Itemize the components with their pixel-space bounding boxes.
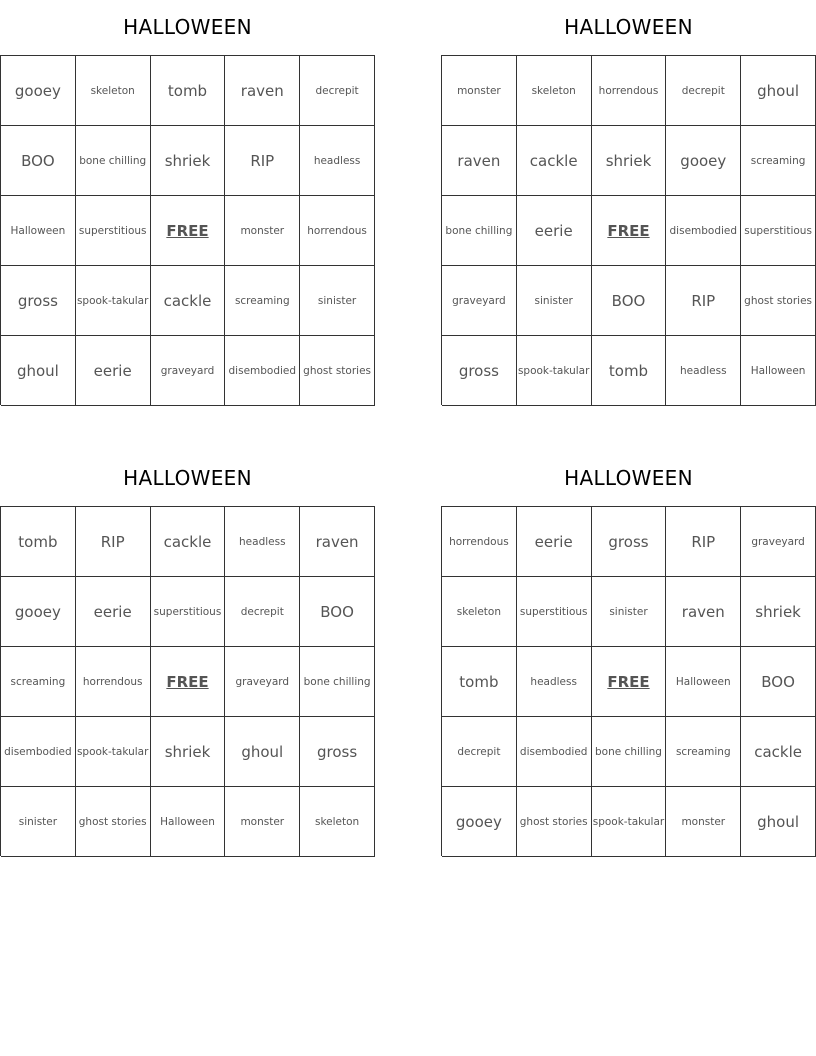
bingo-cell: horrendous [592,56,667,126]
bingo-cell: ghoul [1,336,76,406]
bingo-cell: ghoul [741,787,816,857]
bingo-cell: disembodied [666,196,741,266]
bingo-cell: raven [442,126,517,196]
bingo-cell: bone chilling [76,126,151,196]
bingo-cell: headless [300,126,375,196]
bingo-cell: raven [225,56,300,126]
free-space-cell: FREE [151,647,226,717]
bingo-cell: shriek [151,126,226,196]
bingo-cell: eerie [76,577,151,647]
bingo-cell: eerie [517,507,592,577]
bingo-cell: Halloween [151,787,226,857]
bingo-grid [0,55,375,405]
bingo-cell: ghost stories [76,787,151,857]
bingo-cell: gooey [1,56,76,126]
bingo-cell: shriek [592,126,667,196]
bingo-cell: headless [225,507,300,577]
bingo-cell: cackle [151,266,226,336]
bingo-cell: ghoul [225,717,300,787]
bingo-cell: RIP [666,266,741,336]
bingo-cell: sinister [517,266,592,336]
bingo-cell: horrendous [300,196,375,266]
bingo-cell: ghost stories [300,336,375,406]
bingo-cell: sinister [300,266,375,336]
bingo-cell: sinister [592,577,667,647]
bingo-cell: screaming [1,647,76,717]
bingo-cell: gooey [442,787,517,857]
bingo-cell: cackle [517,126,592,196]
bingo-cell: decrepit [225,577,300,647]
free-space-cell: FREE [592,196,667,266]
bingo-cell: monster [225,787,300,857]
bingo-cell: bone chilling [592,717,667,787]
bingo-grid [0,506,375,856]
free-space-cell: FREE [592,647,667,717]
bingo-cell: disembodied [517,717,592,787]
bingo-cell: ghoul [741,56,816,126]
bingo-cell: raven [666,577,741,647]
bingo-cell: ghost stories [517,787,592,857]
bingo-cell: shriek [151,717,226,787]
bingo-cell: headless [517,647,592,717]
bingo-card-2 [441,0,816,405]
bingo-cell: Halloween [666,647,741,717]
bingo-cell: decrepit [442,717,517,787]
free-space-cell: FREE [151,196,226,266]
bingo-cell: graveyard [151,336,226,406]
bingo-cell: BOO [592,266,667,336]
bingo-cell: tomb [1,507,76,577]
bingo-cell: cackle [741,717,816,787]
card-title: HALLOWEEN [123,15,252,39]
bingo-grid [441,55,816,405]
bingo-cell: gross [442,336,517,406]
bingo-cell: headless [666,336,741,406]
bingo-cell: decrepit [666,56,741,126]
bingo-cell: ghost stories [741,266,816,336]
bingo-grid [441,506,816,856]
bingo-cell: BOO [1,126,76,196]
bingo-cell: decrepit [300,56,375,126]
bingo-cell: gross [1,266,76,336]
bingo-cell: superstitious [517,577,592,647]
bingo-cell: BOO [741,647,816,717]
bingo-cell: Halloween [741,336,816,406]
bingo-cell: spook-takular [76,266,151,336]
bingo-cell: graveyard [225,647,300,717]
bingo-card-3 [0,451,375,856]
bingo-cell: superstitious [151,577,226,647]
bingo-cell: skeleton [300,787,375,857]
bingo-card-1 [0,0,375,405]
bingo-cell: RIP [666,507,741,577]
bingo-cell: gross [300,717,375,787]
bingo-cell: graveyard [741,507,816,577]
bingo-cell: cackle [151,507,226,577]
bingo-cell: gooey [1,577,76,647]
bingo-cell: RIP [225,126,300,196]
bingo-cell: monster [225,196,300,266]
bingo-cell: skeleton [76,56,151,126]
bingo-cell: eerie [517,196,592,266]
bingo-cell: gross [592,507,667,577]
bingo-cell: superstitious [741,196,816,266]
bingo-cell: raven [300,507,375,577]
bingo-cell: monster [666,787,741,857]
bingo-cell: tomb [592,336,667,406]
bingo-cell: tomb [151,56,226,126]
bingo-cell: BOO [300,577,375,647]
bingo-cell: RIP [76,507,151,577]
bingo-cell: sinister [1,787,76,857]
bingo-card-4 [441,451,816,856]
bingo-cell: eerie [76,336,151,406]
bingo-cell: superstitious [76,196,151,266]
bingo-cell: gooey [666,126,741,196]
bingo-cell: disembodied [1,717,76,787]
bingo-cell: spook-takular [592,787,667,857]
bingo-cell: screaming [666,717,741,787]
bingo-cell: shriek [741,577,816,647]
card-title: HALLOWEEN [564,15,693,39]
bingo-cell: bone chilling [442,196,517,266]
bingo-cell: skeleton [517,56,592,126]
bingo-cell: screaming [225,266,300,336]
bingo-cell: bone chilling [300,647,375,717]
card-title: HALLOWEEN [123,466,252,490]
bingo-cell: tomb [442,647,517,717]
bingo-cell: spook-takular [517,336,592,406]
bingo-cell: horrendous [76,647,151,717]
card-title: HALLOWEEN [564,466,693,490]
bingo-cell: Halloween [1,196,76,266]
bingo-cell: monster [442,56,517,126]
bingo-cell: skeleton [442,577,517,647]
bingo-cell: horrendous [442,507,517,577]
bingo-cell: spook-takular [76,717,151,787]
bingo-cell: screaming [741,126,816,196]
bingo-cell: disembodied [225,336,300,406]
bingo-cell: graveyard [442,266,517,336]
